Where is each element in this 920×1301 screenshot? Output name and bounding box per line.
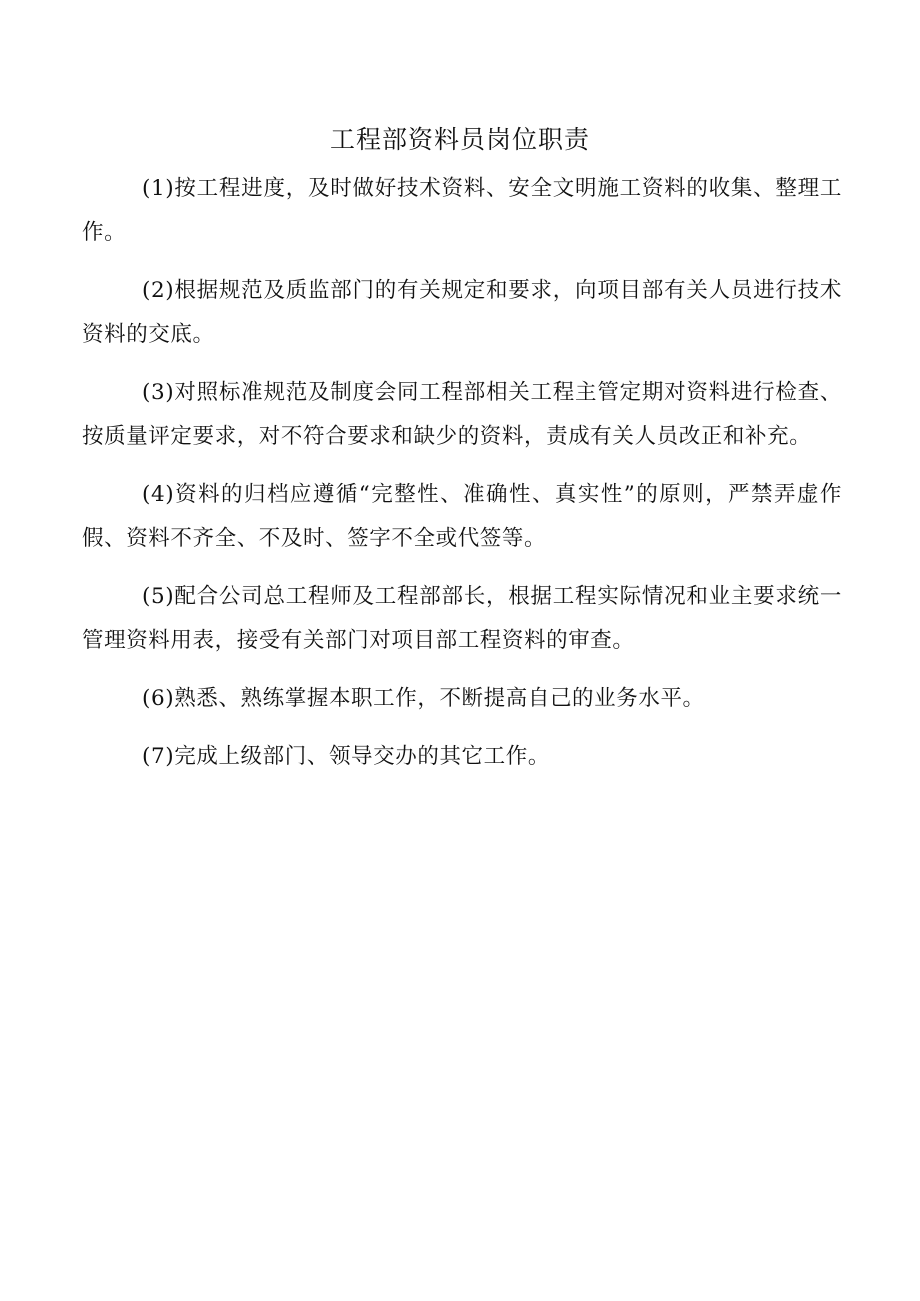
duty-item-1: (1)按工程进度，及时做好技术资料、安全文明施工资料的收集、整理工作。 (82, 176, 842, 245)
document-title: 工程部资料员岗位职责 (329, 125, 590, 154)
duty-item-3: (3)对照标准规范及制度会同工程部相关工程主管定期对资料进行检查、按质量评定要求，对不符合要求和缺少的资料，责成有关人员改正和补充。 (82, 380, 842, 449)
duty-item-4: (4)资料的归档应遵循“完整性、准确性、真实性”的原则，严禁弄虚作假、资料不齐全、不及时、签字不全或代签等。 (82, 482, 842, 551)
duty-item-2: (2)根据规范及质监部门的有关规定和要求，向项目部有关人员进行技术资料的交底。 (82, 278, 842, 347)
duty-item-5: (5)配合公司总工程师及工程部部长，根据工程实际情况和业主要求统一管理资料用表，接受有关部门对项目部工程资料的审查。 (82, 584, 842, 653)
duty-item-7: (7)完成上级部门、领导交办的其它工作。 (142, 744, 550, 769)
duty-item-6: (6)熟悉、熟练掌握本职工作，不断提高自己的业务水平。 (142, 686, 705, 711)
duty-list (82, 167, 842, 793)
